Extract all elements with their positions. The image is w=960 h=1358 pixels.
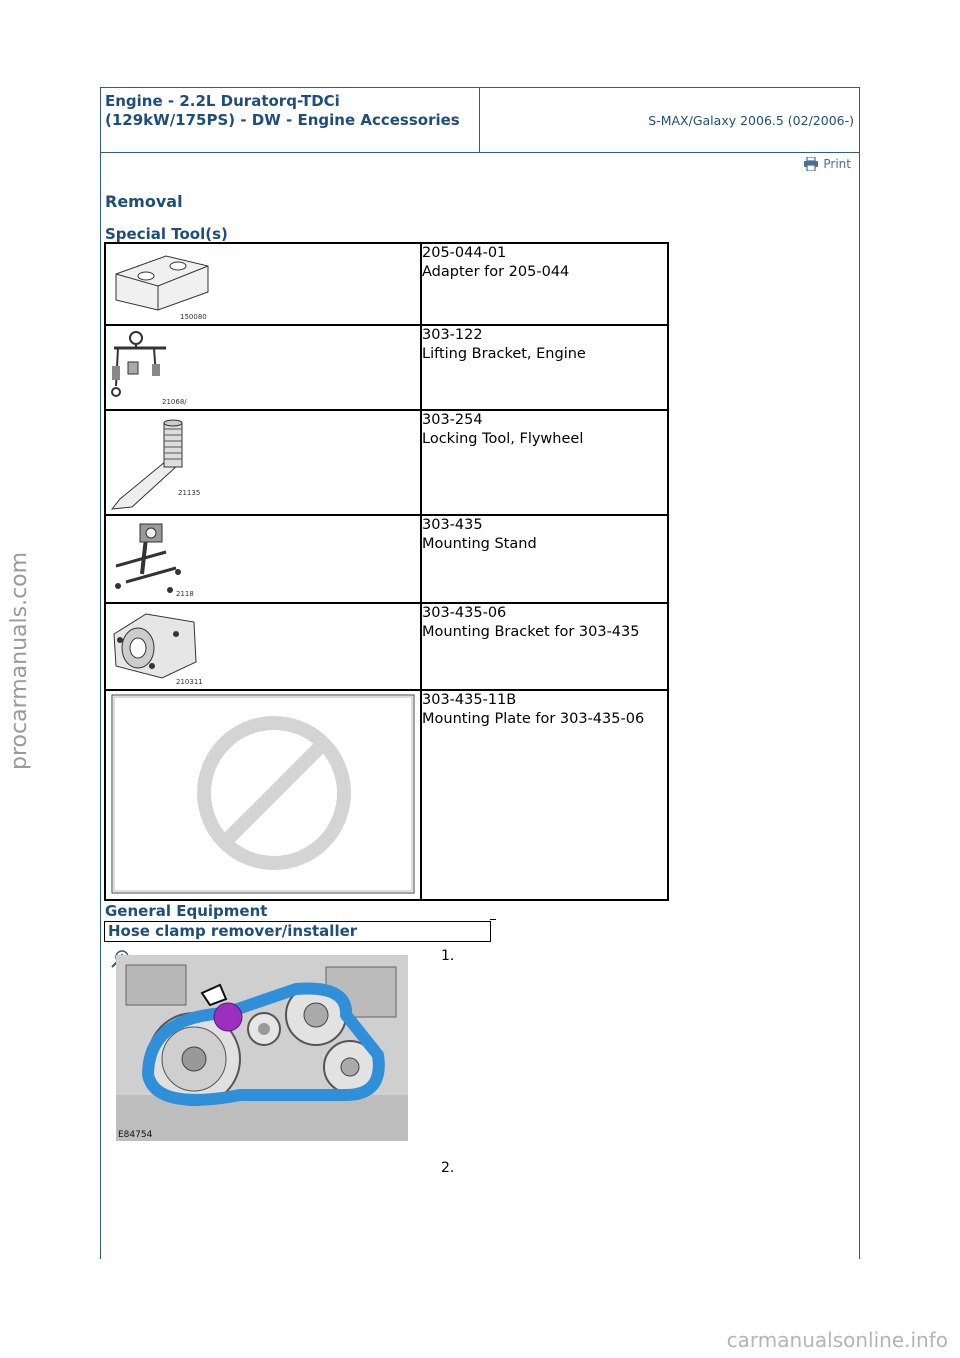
tool-image-cell [105, 243, 421, 325]
tool-number: 303-435-06 [422, 605, 507, 621]
section-title: Removal [105, 192, 183, 211]
tool-name: Mounting Bracket for 303-435 [422, 624, 640, 640]
tool-image-code: 2118 [176, 590, 194, 598]
tool-image-cell [105, 515, 421, 603]
tool-image-code: 21068/ [162, 398, 187, 406]
tool-name: Lifting Bracket, Engine [422, 346, 586, 362]
adapter-tool-image [106, 244, 420, 324]
tool-image-code: 150080 [180, 313, 207, 321]
tool-number: 205-044-01 [422, 245, 507, 261]
general-equipment-item: Hose clamp remover/installer [104, 921, 491, 942]
lifting-bracket-image [106, 326, 420, 409]
tool-description [421, 410, 668, 515]
special-tools-table [104, 242, 669, 901]
table-row [105, 603, 668, 690]
tool-number: 303-435-11B [422, 692, 517, 708]
engine-accessory-drive-figure [116, 955, 408, 1141]
mounting-bracket-image [106, 604, 420, 689]
document-title: Engine - 2.2L Duratorq-TDCi (129kW/175PS) - DW - Engine Accessories [101, 88, 480, 152]
watermark-left: procarmanuals.com [7, 551, 32, 770]
vehicle-model: S-MAX/Galaxy 2006.5 (02/2006-) [648, 112, 854, 128]
table-row [105, 515, 668, 603]
tool-description [421, 325, 668, 410]
tool-name: Mounting Stand [422, 536, 537, 552]
watermark-bottom: carmanualsonline.info [726, 1328, 948, 1352]
step-number: 1. [441, 948, 455, 964]
tool-image-cell [105, 410, 421, 515]
tool-description [421, 243, 668, 325]
general-equipment-title: General Equipment [105, 902, 268, 920]
print-button[interactable] [803, 157, 851, 171]
tool-image-cell [105, 690, 421, 900]
image-unavailable-icon [106, 691, 420, 899]
tool-name: Adapter for 205-044 [422, 264, 570, 280]
tool-number: 303-435 [422, 517, 483, 533]
printer-icon [803, 157, 819, 171]
tool-description [421, 515, 668, 603]
table-border [490, 919, 496, 920]
tool-name: Locking Tool, Flywheel [422, 431, 584, 447]
flywheel-locking-tool-image [106, 411, 420, 514]
mounting-stand-image [106, 516, 420, 602]
table-row [105, 690, 668, 900]
figure-code: E84754 [118, 1130, 153, 1140]
document-header [100, 87, 860, 153]
tool-image-code: 21135 [178, 489, 201, 497]
tool-image-cell [105, 603, 421, 690]
tool-number: 303-254 [422, 412, 483, 428]
step-number: 2. [441, 1160, 455, 1176]
tool-image-cell [105, 325, 421, 410]
tool-description [421, 690, 668, 900]
table-row [105, 410, 668, 515]
tool-number: 303-122 [422, 327, 483, 343]
table-row [105, 325, 668, 410]
special-tools-title: Special Tool(s) [105, 225, 228, 243]
table-row [105, 243, 668, 325]
tool-description [421, 603, 668, 690]
tool-name: Mounting Plate for 303-435-06 [422, 711, 645, 727]
print-label: Print [823, 157, 851, 171]
tool-image-code: 210311 [176, 678, 203, 686]
